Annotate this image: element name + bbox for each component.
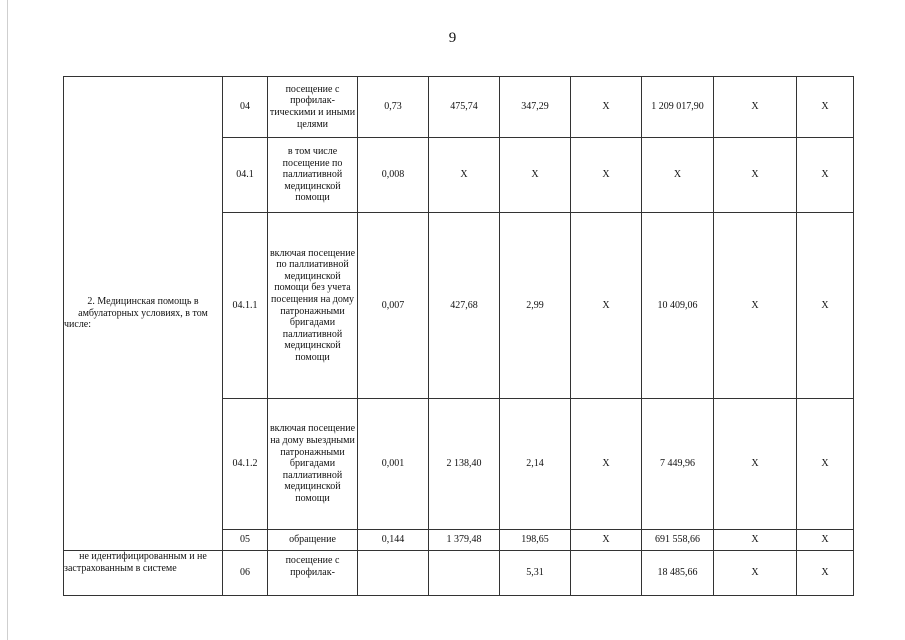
row-code: 04.1.2 <box>223 399 268 530</box>
cell-value: X <box>571 77 642 138</box>
table-row <box>64 551 854 596</box>
cell-value: 0,001 <box>358 399 429 530</box>
row-name: в том числе посещение по паллиативной медицинской помощи <box>268 138 358 213</box>
row-code: 05 <box>223 530 268 551</box>
data-table <box>63 76 854 596</box>
cell-value <box>571 551 642 596</box>
cell-value: 10 409,06 <box>642 213 714 399</box>
cell-value: 5,31 <box>500 551 571 596</box>
row-code: 04 <box>223 77 268 138</box>
row-code: 04.1.1 <box>223 213 268 399</box>
cell-value: 691 558,66 <box>642 530 714 551</box>
page-number: 9 <box>448 30 457 46</box>
cell-value: 18 485,66 <box>642 551 714 596</box>
cell-value: 2 138,40 <box>429 399 500 530</box>
section-label: 2. Медицинская помощь в амбулаторных условиях, в том числе: <box>64 77 223 551</box>
cell-value: X <box>714 77 797 138</box>
cell-value: X <box>797 213 854 399</box>
cell-value: 0,008 <box>358 138 429 213</box>
cell-value: 2,14 <box>500 399 571 530</box>
row-code: 06 <box>223 551 268 596</box>
row-name: посещение с профилак-тическими и иными целями <box>268 77 358 138</box>
cell-value: X <box>714 551 797 596</box>
cell-value: X <box>714 530 797 551</box>
cell-value: 2,99 <box>500 213 571 399</box>
cell-value: X <box>714 399 797 530</box>
cell-value: X <box>500 138 571 213</box>
cell-value: 427,68 <box>429 213 500 399</box>
section-label-clip: не идентифицированным и не застрахованным в системе <box>64 551 207 574</box>
cell-value: 1 209 017,90 <box>642 77 714 138</box>
cell-value: 0,73 <box>358 77 429 138</box>
cell-value: X <box>797 399 854 530</box>
cell-value: X <box>797 77 854 138</box>
cell-value: X <box>571 530 642 551</box>
cell-value: X <box>797 138 854 213</box>
cell-value: X <box>714 138 797 213</box>
row-name: посещение с профилак- <box>268 551 358 596</box>
cell-value: 7 449,96 <box>642 399 714 530</box>
cell-value <box>429 551 500 596</box>
cell-value: X <box>571 213 642 399</box>
cell-value: X <box>571 399 642 530</box>
scan-margin-line <box>7 0 8 640</box>
row-name: включая посещение по паллиативной медицинской помощи без учета посещения на дому патронажными бригадами паллиативной медицинской помощи <box>268 213 358 399</box>
cell-value: X <box>714 213 797 399</box>
cell-value: 347,29 <box>500 77 571 138</box>
cell-value: X <box>797 530 854 551</box>
cell-value: 475,74 <box>429 77 500 138</box>
cell-value <box>358 551 429 596</box>
section-label-continued <box>64 551 223 596</box>
cell-value: X <box>429 138 500 213</box>
cell-value: X <box>642 138 714 213</box>
cell-value: 0,144 <box>358 530 429 551</box>
row-name: включая посещение на дому выездными патронажными бригадами паллиативной медицинской помощи <box>268 399 358 530</box>
row-name: обращение <box>268 530 358 551</box>
row-code: 04.1 <box>223 138 268 213</box>
cell-value: 198,65 <box>500 530 571 551</box>
cell-value: X <box>797 551 854 596</box>
table-row <box>64 77 854 138</box>
cell-value: 0,007 <box>358 213 429 399</box>
cell-value: X <box>571 138 642 213</box>
cell-value: 1 379,48 <box>429 530 500 551</box>
